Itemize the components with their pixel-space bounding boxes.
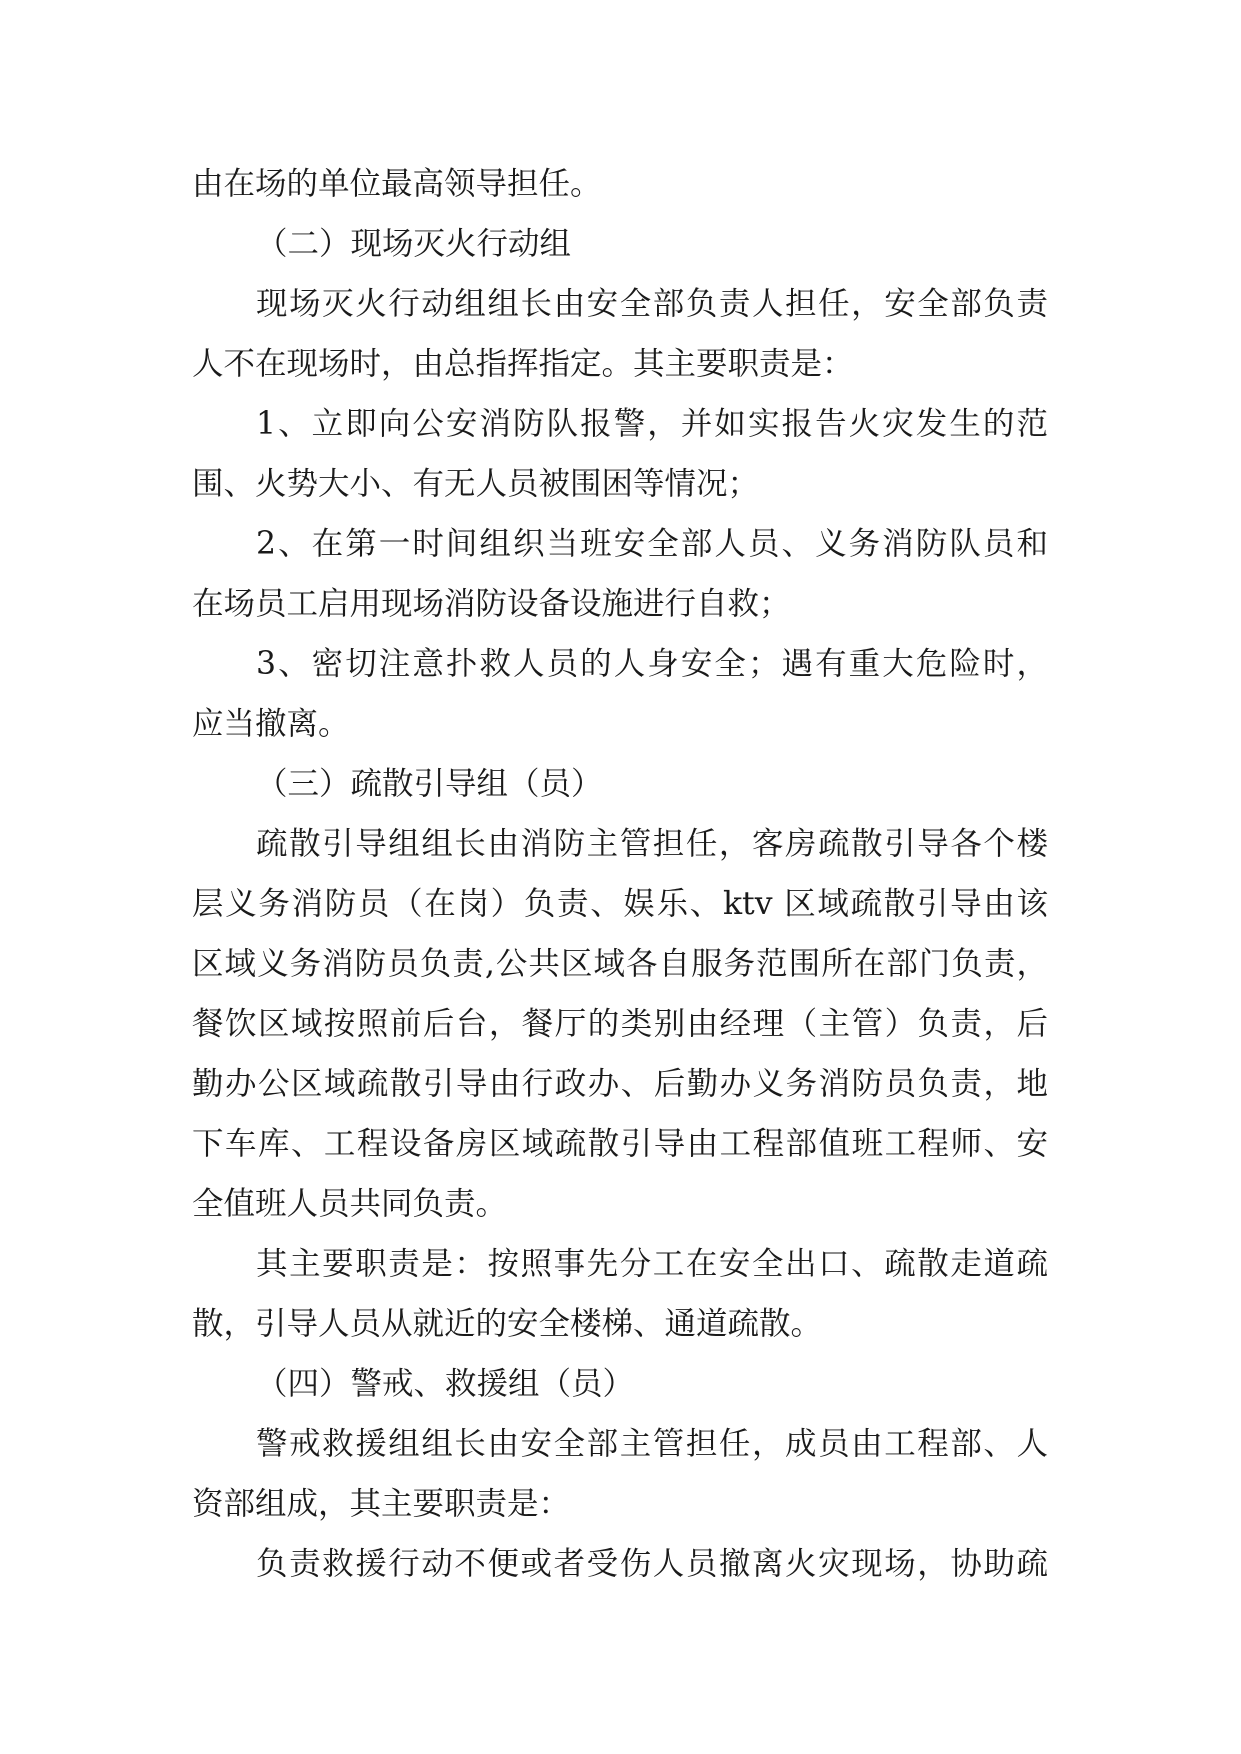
text-line: 在场员工启用现场消防设备设施进行自救； (192, 586, 791, 622)
text-line: 警戒救援组组长由安全部主管担任，成员由工程部、人 (256, 1426, 1048, 1462)
text-line: 负责救援行动不便或者受伤人员撤离火灾现场，协助疏 (256, 1546, 1048, 1582)
text-line: 由在场的单位最高领导担任。 (192, 166, 602, 202)
section-heading: （四）警戒、救援组（员） (256, 1366, 635, 1402)
text-line: 现场灭火行动组组长由安全部负责人担任，安全部负责 (256, 286, 1048, 322)
text-line: 1、立即向公安消防队报警，并如实报告火灾发生的范 (256, 406, 1048, 442)
text-line: 餐饮区域按照前后台，餐厅的类别由经理（主管）负责，后 (192, 1006, 1048, 1042)
text-line: 疏散引导组组长由消防主管担任，客房疏散引导各个楼 (256, 826, 1048, 862)
text-line: 勤办公区域疏散引导由行政办、后勤办义务消防员负责，地 (192, 1066, 1048, 1102)
text-line: 下车库、工程设备房区域疏散引导由工程部值班工程师、安 (192, 1126, 1048, 1162)
text-line: 全值班人员共同负责。 (192, 1186, 508, 1222)
text-line: 区域义务消防员负责,公共区域各自服务范围所在部门负责， (192, 946, 1048, 982)
text-line: 资部组成，其主要职责是： (192, 1486, 571, 1522)
text-line: 2、在第一时间组织当班安全部人员、义务消防队员和 (256, 526, 1048, 562)
section-heading: （二）现场灭火行动组 (256, 226, 572, 262)
text-line: 散，引导人员从就近的安全楼梯、通道疏散。 (192, 1306, 823, 1342)
text-line: 3、密切注意扑救人员的人身安全；遇有重大危险时， (256, 646, 1048, 682)
text-line: 人不在现场时，由总指挥指定。其主要职责是： (192, 346, 854, 382)
text-line: 围、火势大小、有无人员被围困等情况； (192, 466, 760, 502)
section-heading: （三）疏散引导组（员） (256, 766, 603, 802)
text-line: 层义务消防员（在岗）负责、娱乐、ktv 区域疏散引导由该 (192, 886, 1048, 922)
text-line: 应当撤离。 (192, 706, 350, 742)
text-line: 其主要职责是：按照事先分工在安全出口、疏散走道疏 (256, 1246, 1048, 1282)
